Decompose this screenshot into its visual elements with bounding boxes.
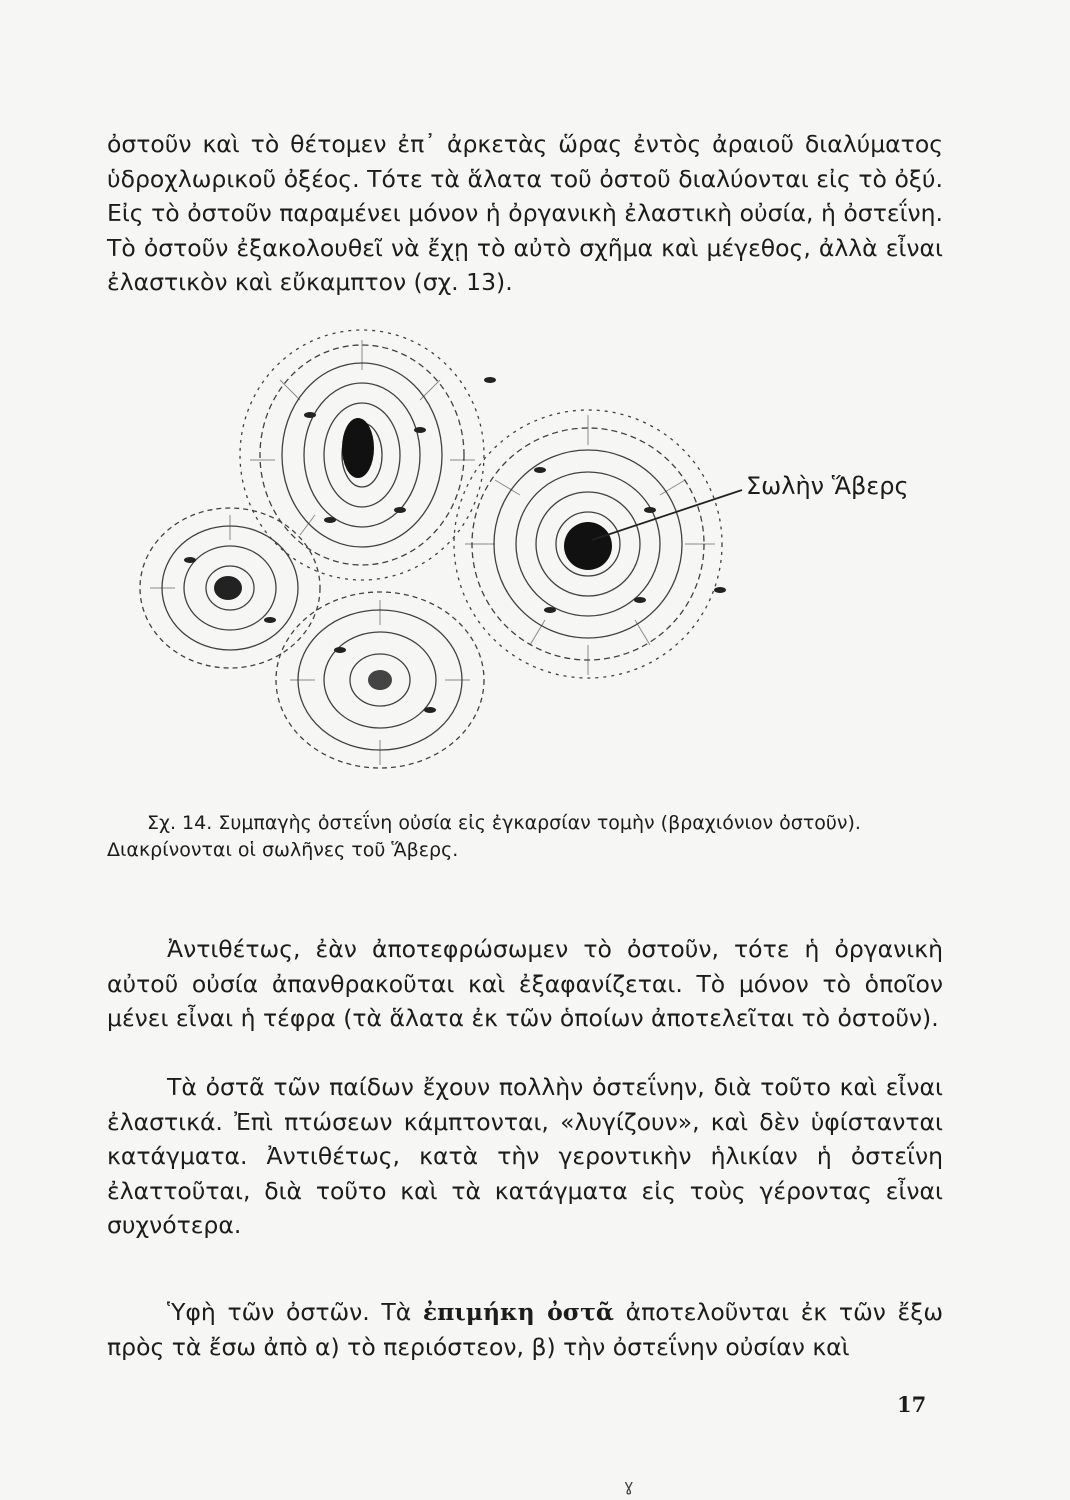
figure-caption [107,810,943,864]
caption-line-2: Διακρίνονται οἱ σωλῆνες τοῦ Ἅβερς. [107,839,459,861]
haversian-canal [564,522,612,570]
page-number: 17 [897,1392,927,1417]
paragraph-ashing: Ἀντιθέτως, ἐὰν ἀποτεφρώσωμεν τὸ ὀστοῦν, τότε ἡ ὀργανικὴ αὐτοῦ οὐσία ἀπανθρακοῦται καὶ ἐξαφανίζεται. Τὸ μόνον τὸ ὁποῖον μένει εἶναι ἡ τέφρα (τὰ ἅλατα ἐκ τῶν ὁποίων ἀποτελεῖται τὸ ὀστοῦν). [107,935,943,1032]
bone-cross-section-figure [130,320,950,780]
haversian-canal [214,576,242,600]
bottom-mark: ɣ [624,1476,634,1495]
caption-line-1: Σχ. 14. Συμπαγὴς ὀστεΐνη οὐσία εἰς ἐγκαρσίαν τομὴν (βραχιόνιον ὀστοῦν). [147,812,861,834]
haversian-canal [342,418,374,478]
haversian-canal [368,670,392,690]
haversian-illustration [130,320,950,780]
pointer-line [592,490,742,540]
text-run: ἀποτελοῦνται ἐκ τῶν ἔξω πρὸς τὰ ἔσω ἀπὸ α) τὸ περιόστεον, β) τὴν ὀστεΐνην οὐσίαν καὶ [107,1298,944,1361]
paragraph-bone-texture [107,1295,943,1364]
figure-label: Σωλὴν Ἅβερς [746,472,909,500]
paragraph-intro: ὀστοῦν καὶ τὸ θέτομεν ἐπ᾽ ἀρκετὰς ὥρας ἐντὸς ἀραιοῦ διαλύματος ὑδροχλωρικοῦ ὀξέος. Τότε τὰ ἅλατα τοῦ ὀστοῦ διαλύονται εἰς τὸ ὀξύ. Εἰς τὸ ὀστοῦν παραμένει μόνον ἡ ὀργανικὴ ἐλαστικὴ οὐσία, ἡ ὀστεΐνη. Τὸ ὀστοῦν ἐξακολουθεῖ νὰ ἔχῃ τὸ αὐτὸ σχῆμα καὶ μέγεθος, ἀλλὰ εἶναι ἐλαστικὸν καὶ εὔκαμπτον (σχ. 13). [107,130,943,296]
section-heading: Ὑφὴ τῶν ὀστῶν. [167,1298,370,1326]
paragraph-elasticity: Τὰ ὀστᾶ τῶν παίδων ἔχουν πολλὴν ὀστεΐνην, διὰ τοῦτο καὶ εἶναι ἐλαστικά. Ἐπὶ πτώσεων κάμπτονται, «λυγίζουν», καὶ δὲν ὑφίστανται κατάγματα. Ἀντιθέτως, κατὰ τὴν γεροντικὴν ἡλικίαν ἡ ὀστεΐνη ἐλαττοῦται, διὰ τοῦτο καὶ τὰ κατάγματα εἰς τοὺς γέροντας εἶναι συχνότερα. [107,1073,943,1239]
bold-term: ἐπιμήκη ὀστᾶ [422,1298,614,1326]
text-run: Τὰ [369,1298,423,1326]
